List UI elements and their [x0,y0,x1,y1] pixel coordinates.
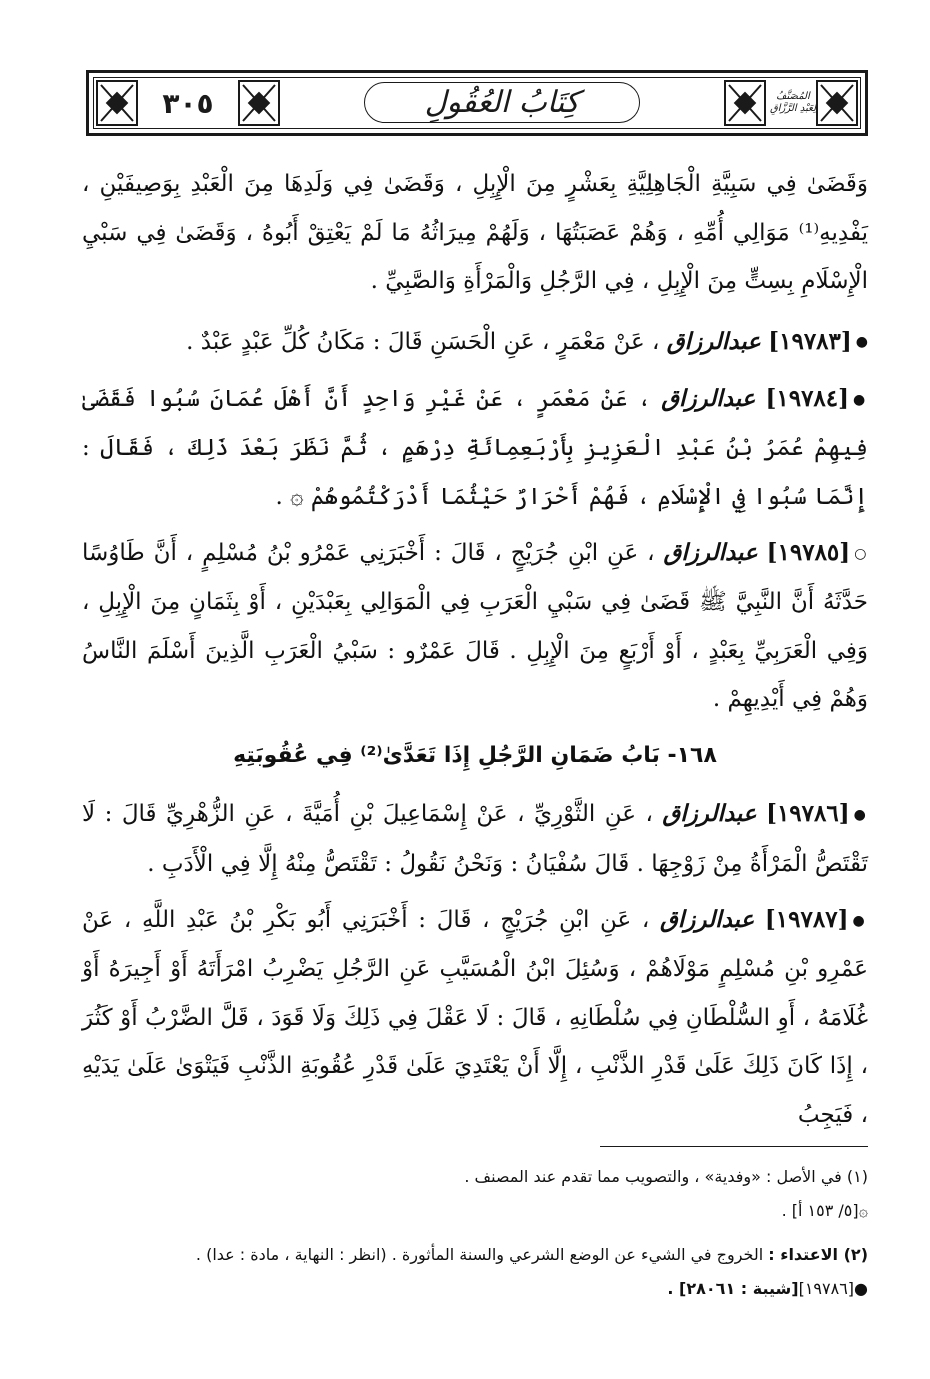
hadith-19783 [82,318,868,367]
footnote: (١) في الأصل : «وفدية» ، والتصويب مما تقدم عند المصنف . [464,1167,868,1186]
ornament-icon [815,79,859,127]
footnote-divider [600,1146,868,1147]
author-name: عبدالرزاق [663,539,758,566]
author-name: عبدالرزاق [662,800,757,828]
hadith-19787 [82,896,868,1139]
circle-bullet-icon: ○ [854,545,869,562]
bullet-icon: ● [852,912,869,929]
main-text [82,160,868,1147]
footnotes [82,1160,868,1306]
hadith-number: [١٩٧٨٣] [768,327,852,355]
hadith-19785 [82,529,868,724]
page-number: ٣٠٥ [162,86,214,120]
hadith-number: [١٩٧٨٦] [766,800,850,828]
hadith-text: ، عَنْ مَعْمَرٍ ، عَنْ غَيْرِ وَاحِدٍ أَنَّ أَهْلَ عُمَانَ سُبُوا فَقَضَىٰ فِيهِمْ عُمَرُ بْنُ عَبْدِ الْعَزِيزِ بِأَرْبَعِمِائَةِ دِرْهَمٍ ، ثُمَّ نَظَرَ بَعْدَ ذَلِكَ ، فَقَالَ : إِنَّمَا سُبُوا فِي الْإِسْلَامِ ، فَهُمْ أَحْرَارٌ حَيْثُمَا أَدْرَكْتُمُوهُمْ ۞ . [82,385,868,510]
bullet-icon: ● [853,391,869,408]
author-name: عبدالرزاق [661,384,756,412]
footnote [82,1272,868,1306]
hadith-text: ، عَنِ ابْنِ جُرَيْجٍ ، قَالَ : أَخْبَرَنِي أَبُو بَكْرِ بْنُ عَبْدِ اللَّهِ ، عَنْ عَمْرِو بْنِ مُسْلِمٍ مَوْلَاهُمْ ، وَسُئِلَ ابْنُ الْمُسَيَّبِ عَنِ الرَّجُلِ يَضْرِبُ امْرَأَتَهُ أَوْ أَجِيرَهُ أَوْ غُلَامَهُ ، أَوِ السُّلْطَانِ فِي سُلْطَانِهِ ، قَالَ : لَا عَقْلَ فِي ذَلِكَ وَلَا قَوَدَ ، قَلَّ الضَّرْبُ أَوْ كَثُرَ ، إِذَا كَانَ ذَلِكَ عَلَىٰ قَدْرِ الذَّنْبِ ، إِلَّا أَنْ يَعْتَدِيَ عَلَىٰ قَدْرِ عُقُوبَةِ الذَّنْبِ فَيَتْوَىٰ عَلَىٰ يَدَيْهِ ، فَيَجِبُ [82,907,868,1128]
ornament-icon [237,79,281,127]
bullet-icon: ● [855,334,868,351]
ornament-icon [723,79,767,127]
chapter-title: كِتَابُ العُقُولِ [364,82,641,123]
footnote-ref: [١٩٧٨٦] [798,1279,855,1298]
page-header-banner [86,70,868,136]
hadith-number: [١٩٧٨٤] [765,384,850,412]
hadith-number: [١٩٧٨٧] [764,906,849,933]
author-name: عبدالرزاق [660,906,755,933]
paragraph: وَقَضَىٰ فِي سَبِيَّةِ الْجَاهِلِيَّةِ بِعَشْرٍ مِنَ الْإِبِلِ ، وَقَضَىٰ فِي وَلَدِهَا مِنَ الْعَبْدِ بِوَصِيفَيْنِ ، يَفْدِيهِ⁽¹⁾ مَوَالِي أُمِّهِ ، وَهُمْ عَصَبَتُهَا ، وَلَهُمْ مِيرَاثُهُ مَا لَمْ يَعْتِقْ أَبُوهُ ، وَقَضَىٰ فِي سَبْيِ الْإِسْلَامِ بِسِتٍّ مِنَ الْإِبِلِ ، فِي الرَّجُلِ وَالْمَرْأَةِ وَالصَّبِيِّ . [82,171,868,294]
hadith-19784 [82,375,868,521]
section-heading: ١٦٨- بَابُ ضَمَانِ الرَّجُلِ إِذَا تَعَدَّىٰ⁽²⁾ فِي عُقُوبَتِهِ [233,742,717,768]
hadith-19786 [82,790,868,888]
chapter-title-box [285,77,719,127]
ornament-icon [95,79,139,127]
bullet-icon: ● [854,1279,868,1298]
hadith-text: ، عَنِ الثَّوْرِيِّ ، عَنْ إِسْمَاعِيلَ بْنِ أُمَيَّةَ ، عَنِ الزُّهْرِيِّ قَالَ : لَا تَقْتَصُّ الْمَرْأَةُ مِنْ زَوْجِهَا . قَالَ سُفْيَانُ : وَنَحْنُ نَقُولُ : تَقْتَصُّ مِنْهُ إِلَّا فِي الْأَدَبِ . [82,801,868,877]
footnote-text: الخروج في الشيء عن الوضع الشرعي والسنة المأثورة . (انظر : النهاية ، مادة : عدا) . [195,1245,764,1264]
hadith-text: ، عَنِ ابْنِ جُرَيْجٍ ، قَالَ : أَخْبَرَنِي عَمْرُو بْنُ مُسْلِمٍ ، أَنَّ طَاوُسًا حَدَّثَهُ أَنَّ النَّبِيَّ ﷺ قَضَىٰ فِي سَبْيِ الْعَرَبِ فِي الْمَوَالِي بِعَبْدَيْنِ ، أَوْ بِثَمَانٍ مِنَ الْإِبِلِ ، وَفِي الْعَرَبِيِّ بِعَبْدٍ ، أَوْ أَرْبَعٍ مِنَ الْإِبِلِ . قَالَ عَمْرٌو : سَبْيُ الْعَرَبِ الَّذِينَ أَسْلَمَ النَّاسُ وَهُمْ فِي أَيْدِيهِمْ . [82,540,868,713]
footnote [82,1238,868,1272]
hadith-text: ، عَنْ مَعْمَرٍ ، عَنِ الْحَسَنِ قَالَ : مَكَانُ كُلِّ عَبْدٍ عَبْدٌ . [186,328,660,355]
footnote-label: (٢) الاعتداء : [768,1245,868,1264]
book-logo [769,81,817,125]
footnote-text: [شيبة : ٢٨٠٦١] . [667,1279,799,1298]
logo-line: المُصَنَّفُ [776,91,810,102]
hadith-number: [١٩٧٨٥] [766,539,851,566]
logo-line: لِعَبْدِ الرَّزَّاقِ [769,103,817,114]
footnote: ۞[٥/ ١٥٣ أ] . [781,1201,868,1220]
author-name: عبدالرزاق [666,327,761,355]
bullet-icon: ● [853,807,869,823]
